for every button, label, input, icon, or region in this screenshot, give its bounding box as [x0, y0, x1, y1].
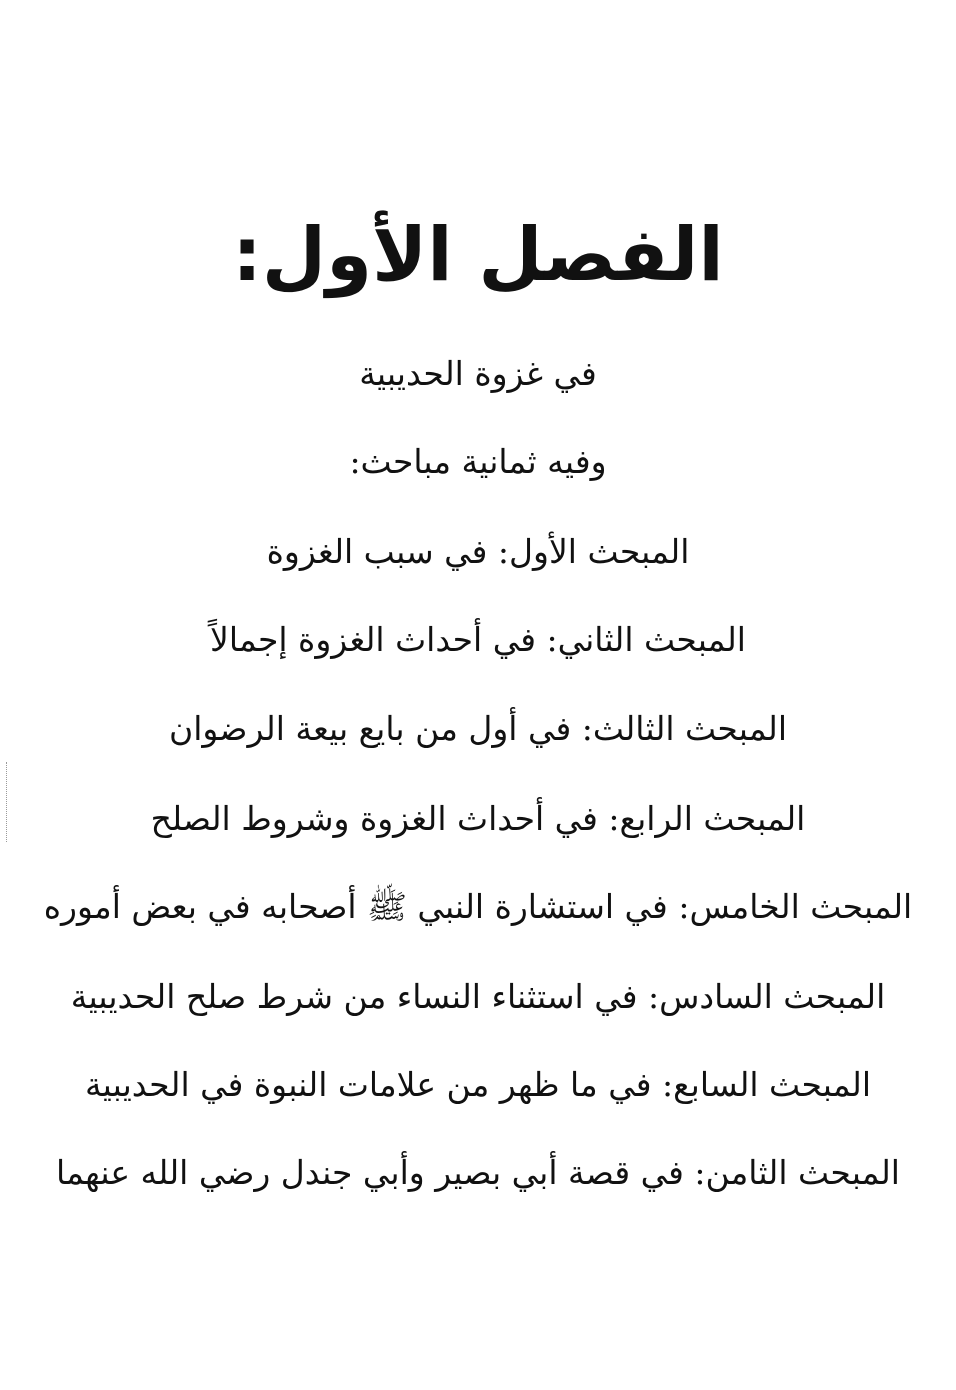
sections-intro: وفيه ثمانية مباحث: [349, 442, 607, 481]
chapter-subtitle: في غزوة الحديبية [359, 354, 597, 393]
section-item-2: المبحث الثاني: في أحداث الغزوة إجمالاً [210, 620, 746, 659]
section-item-1: المبحث الأول: في سبب الغزوة [266, 532, 690, 571]
chapter-title: الفصل الأول: [232, 212, 724, 298]
section-item-4: المبحث الرابع: في أحداث الغزوة وشروط الصلح [150, 799, 806, 838]
section-item-3: المبحث الثالث: في أول من بايع بيعة الرضوان [168, 709, 787, 748]
section-item-6: المبحث السادس: في استثناء النساء من شرط صلح الحديبية [70, 977, 886, 1016]
section-item-5: المبحث الخامس: في استشارة النبي ﷺ أصحابه في بعض أموره [43, 887, 913, 926]
section-item-7: المبحث السابع: في ما ظهر من علامات النبوة في الحديبية [84, 1065, 872, 1104]
section-item-8: المبحث الثامن: في قصة أبي بصير وأبي جندل رضي الله عنهما [56, 1153, 900, 1192]
